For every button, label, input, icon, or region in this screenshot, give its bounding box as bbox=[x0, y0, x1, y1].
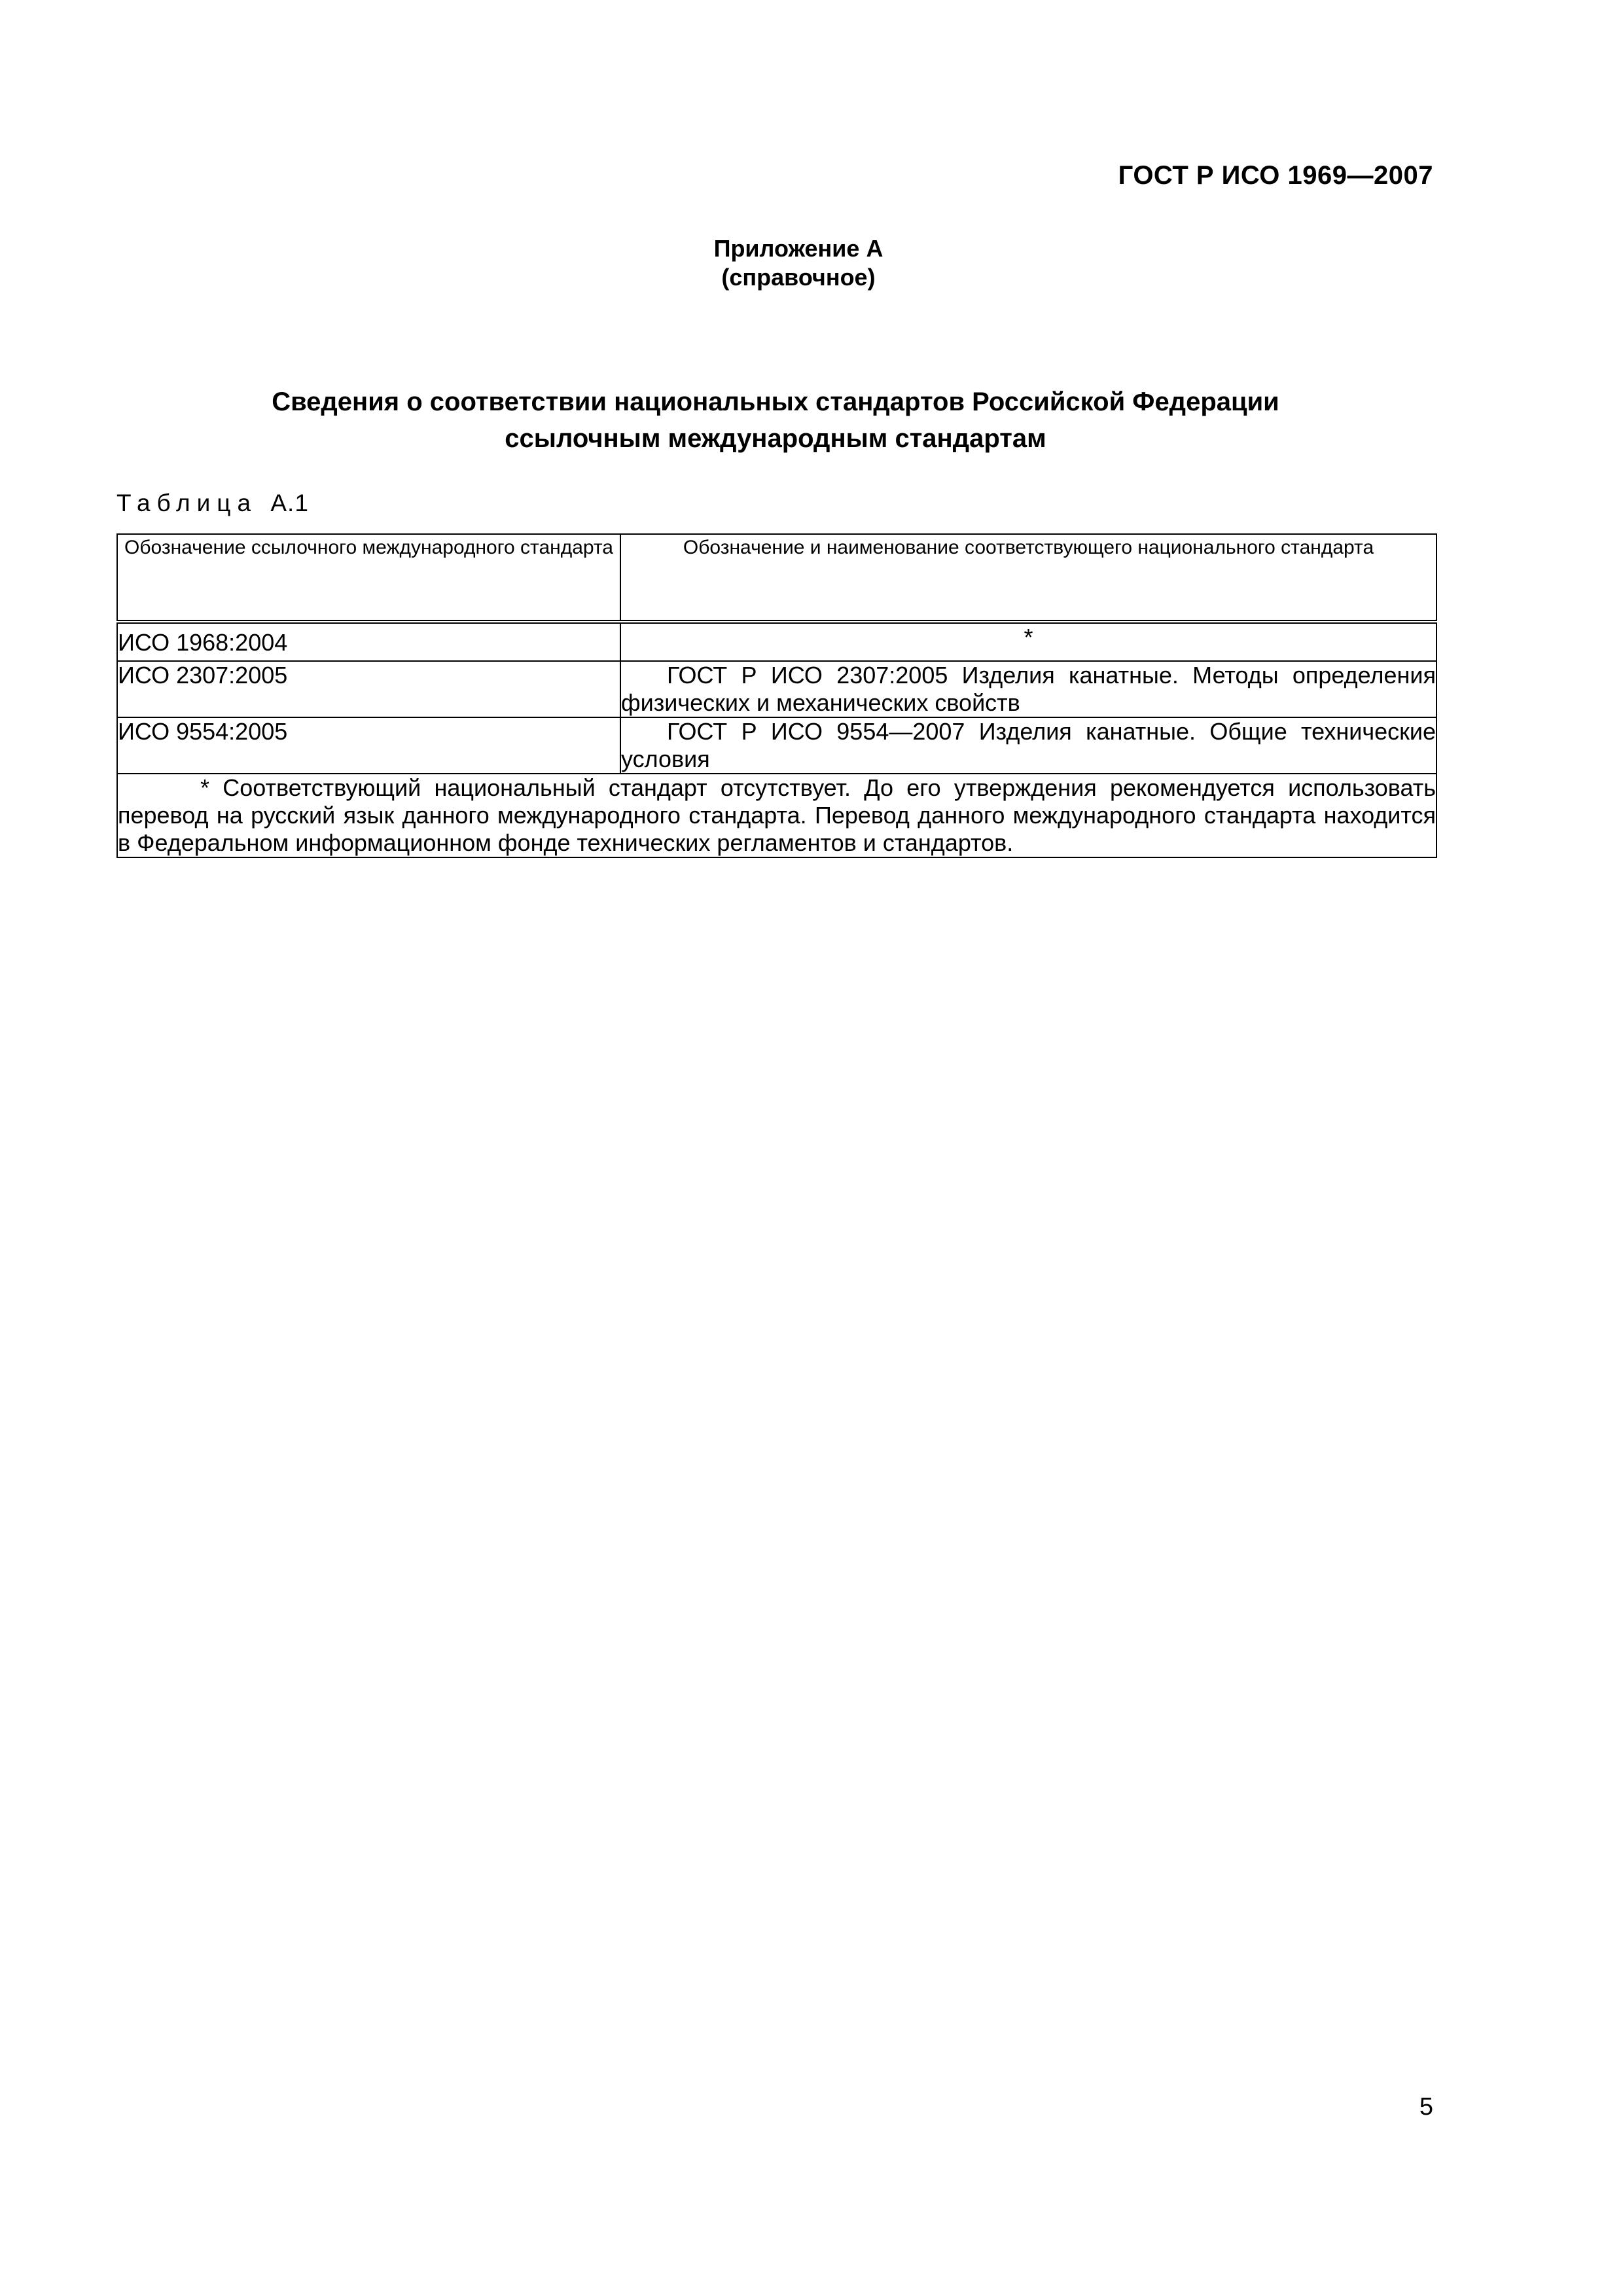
national-standard-cell bbox=[620, 661, 1436, 717]
ref-standard-cell: ИСО 1968:2004 bbox=[117, 622, 620, 661]
ref-standard-cell: ИСО 9554:2005 bbox=[117, 717, 620, 774]
table-caption bbox=[116, 490, 309, 517]
table-footnote-row bbox=[117, 774, 1436, 857]
appendix-title: Приложение А bbox=[713, 235, 883, 262]
national-standard-text: ГОСТ Р ИСО 9554—2007 Изделия канатные. Общие технические условия bbox=[621, 718, 1436, 772]
section-title-line2: ссылочным международным стандартам bbox=[505, 424, 1046, 453]
table-row bbox=[117, 661, 1436, 717]
document-code: ГОСТ Р ИСО 1969—2007 bbox=[1118, 161, 1433, 190]
header-national-standard: Обозначение и наименование соответствующего национального стандарта bbox=[620, 534, 1436, 622]
table-header-row bbox=[117, 534, 1436, 622]
section-title-line1: Сведения о соответствии национальных стандартов Российской Федерации bbox=[272, 387, 1279, 416]
ref-standard-cell: ИСО 2307:2005 bbox=[117, 661, 620, 717]
correspondence-table bbox=[116, 533, 1437, 858]
table-caption-word: Таблица bbox=[116, 490, 258, 516]
appendix-heading bbox=[0, 234, 1597, 292]
page-number: 5 bbox=[1419, 2093, 1433, 2121]
national-standard-text: ГОСТ Р ИСО 2307:2005 Изделия канатные. Методы определения физических и механических свойств bbox=[621, 662, 1436, 716]
header-ref-standard: Обозначение ссылочного международного стандарта bbox=[117, 534, 620, 622]
table-row bbox=[117, 717, 1436, 774]
national-standard-cell bbox=[620, 717, 1436, 774]
section-title bbox=[0, 384, 1551, 457]
national-standard-cell: * bbox=[620, 622, 1436, 661]
table-footnote: * Соответствующий национальный стандарт отсутствует. До его утверждения рекомендуется использовать перевод на русский язык данного международного стандарта. Перевод данного международного стандарта находится в Федеральном информационном фонде технических регламентов и стандартов. bbox=[118, 774, 1436, 856]
appendix-type: (справочное) bbox=[721, 264, 876, 291]
table-caption-number: А.1 bbox=[270, 490, 309, 516]
table-row bbox=[117, 622, 1436, 661]
